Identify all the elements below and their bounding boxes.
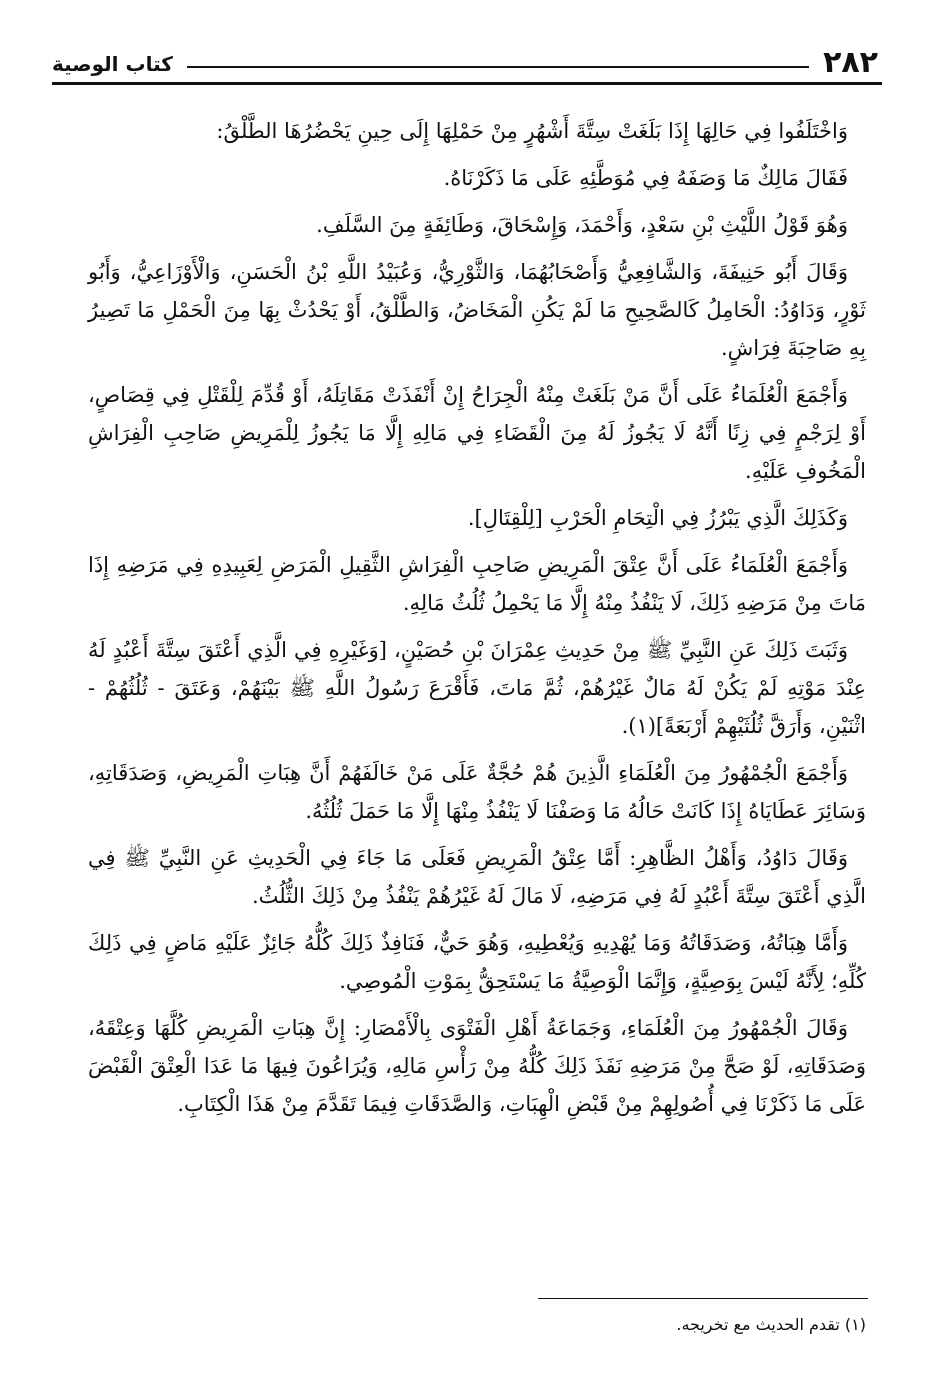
page-number: ٢٨٢ [823,45,878,80]
paragraph: وَاخْتَلَفُوا فِي حَالِهَا إِذَا بَلَغَتْ سِتَّةَ أَشْهُرٍ مِنْ حَمْلِهَا إِلَى حِينِ يَحْضُرُهَا الطَّلْقُ: [216,119,848,143]
paragraph: وَقَالَ أَبُو حَنِيفَةَ، وَالشَّافِعِيُّ وَأَصْحَابُهُمَا، وَالثَّوْرِيُّ، وَعُبَيْدُ اللَّهِ بْنُ الْحَسَنِ، وَالْأَوْزَاعِيُّ، وَأَبُو ثَوْرٍ، وَدَاوُدُ: الْحَامِلُ كَالصَّحِيحِ مَا لَمْ يَكُنِ الْمَخَاضُ، وَالطَّلْقُ، أَوْ يَحْدُثْ بِهَا مِنَ الْحَمْلِ مَا تَصِيرُ بِهِ صَاحِبَةَ فِرَاشٍ. [88,260,866,360]
footnote: (١) تقدم الحديث مع تخريجه. [676,1315,866,1334]
paragraph: وَقَالَ دَاوُدُ، وَأَهْلُ الظَّاهِرِ: أَمَّا عِتْقُ الْمَرِيضِ فَعَلَى مَا جَاءَ فِي الْحَدِيثِ عَنِ النَّبِيِّ ﷺ فِي الَّذِي أَعْتَقَ سِتَّةَ أَعْبُدٍ لَهُ فِي مَرَضِهِ، لَا مَالَ لَهُ غَيْرُهُمْ يَنْفُذُ مِنْ ذَلِكَ الثُّلُثُ. [88,846,866,908]
paragraph: وَأَجْمَعَ الْعُلَمَاءُ عَلَى أَنَّ مَنْ بَلَغَتْ مِنْهُ الْجِرَاحُ إِنْ أَنْفَذَتْ مَقَاتِلَهُ، أَوْ قُدِّمَ لِلْقَتْلِ فِي قِصَاصٍ، أَوْ لِرَجْمٍ فِي زِنًا أَنَّهُ لَا يَجُوزُ لَهُ مِنَ الْقَضَاءِ فِي مَالِهِ إِلَّا مَا يَجُوزُ لِلْمَرِيضِ صَاحِبِ الْفِرَاشِ الْمَخُوفِ عَلَيْهِ. [88,383,866,483]
paragraph: وَقَالَ الْجُمْهُورُ مِنَ الْعُلَمَاءِ، وَجَمَاعَةُ أَهْلِ الْفَتْوَى بِالْأَمْصَارِ: إِنَّ هِبَاتِ الْمَرِيضِ كُلَّهَا وَعِتْقَهُ، وَصَدَقَاتِهِ، لَوْ صَحَّ مِنْ مَرَضِهِ نَفَذَ ذَلِكَ كُلُّهُ مِنْ رَأْسِ مَالِهِ، وَيُرَاعُونَ فِيهَا مَا عَدَا الْعِتْقَ الْقَبْضَ عَلَى مَا ذَكَرْنَا فِي أُصُولِهِمْ مِنْ قَبْضِ الْهِبَاتِ، وَالصَّدَقَاتِ فِيمَا تَقَدَّمَ مِنْ هَذَا الْكِتَابِ. [88,1016,866,1116]
header-dash-line [187,66,809,68]
paragraph: وَأَجْمَعَ الْعُلَمَاءُ عَلَى أَنَّ عِتْقَ الْمَرِيضِ صَاحِبِ الْفِرَاشِ الثَّقِيلِ الْمَرَضِ لِعَبِيدِهِ فِي مَرَضِهِ إِذَا مَاتَ مِنْ مَرَضِهِ ذَلِكَ، لَا يَنْفُذُ مِنْهُ إِلَّا مَا يَحْمِلُ ثُلُثُ مَالِهِ. [88,553,866,615]
footnote-divider [538,1298,868,1299]
paragraph: وَأَجْمَعَ الْجُمْهُورُ مِنَ الْعُلَمَاءِ الَّذِينَ هُمْ حُجَّةٌ عَلَى مَنْ خَالَفَهُمْ أَنَّ هِبَاتِ الْمَرِيضِ، وَصَدَقَاتِهِ، وَسَائِرَ عَطَايَاهُ إِذَا كَانَتْ حَالُهُ مَا وَصَفْنَا لَا يَنْفُذُ مِنْهَا إِلَّا مَا حَمَلَ ثُلُثُهُ. [88,761,866,823]
book-title: كتاب الوصية [52,52,173,76]
header-rule [52,82,882,85]
paragraph: وَأَمَّا هِبَاتُهُ، وَصَدَقَاتُهُ وَمَا يُهْدِيهِ وَيُعْطِيهِ، وَهُوَ حَيٌّ، فَنَافِذٌ ذَلِكَ كُلُّهُ جَائِزٌ عَلَيْهِ مَاضٍ فِي ذَلِكَ كُلِّهِ؛ لِأَنَّهُ لَيْسَ بِوَصِيَّةٍ، وَإِنَّمَا الْوَصِيَّةُ مَا يَسْتَحِقُّ بِمَوْتِ الْمُوصِي. [88,931,866,993]
page-header [52,30,878,82]
paragraph: فَقَالَ مَالِكٌ مَا وَصَفَهُ فِي مُوَطَّئِهِ عَلَى مَا ذَكَرْنَاهُ. [443,166,848,190]
paragraph: وَكَذَلِكَ الَّذِي يَبْرُزُ فِي الْتِحَامِ الْحَرْبِ [لِلْقِتَالِ]. [467,506,848,530]
paragraph: وَثَبَتَ ذَلِكَ عَنِ النَّبِيِّ ﷺ مِنْ حَدِيثِ عِمْرَانَ بْنِ حُصَيْنٍ، [وَغَيْرِهِ فِي الَّذِي أَعْتَقَ سِتَّةَ أَعْبُدٍ لَهُ عِنْدَ مَوْتِهِ لَمْ يَكُنْ لَهُ مَالٌ غَيْرُهُمْ، ثُمَّ مَاتَ، فَأَقْرَعَ رَسُولُ اللَّهِ ﷺ بَيْنَهُمْ، وَعَتَقَ - ثُلُثُهُمْ - اثْنَيْنِ، وَأَرَقَّ ثُلُثَيْهِمْ أَرْبَعَةً](١). [88,638,866,738]
page-body [88,112,866,1132]
paragraph: وَهُوَ قَوْلُ اللَّيْثِ بْنِ سَعْدٍ، وَأَحْمَدَ، وَإِسْحَاقَ، وَطَائِفَةٍ مِنَ السَّلَفِ. [316,213,848,237]
